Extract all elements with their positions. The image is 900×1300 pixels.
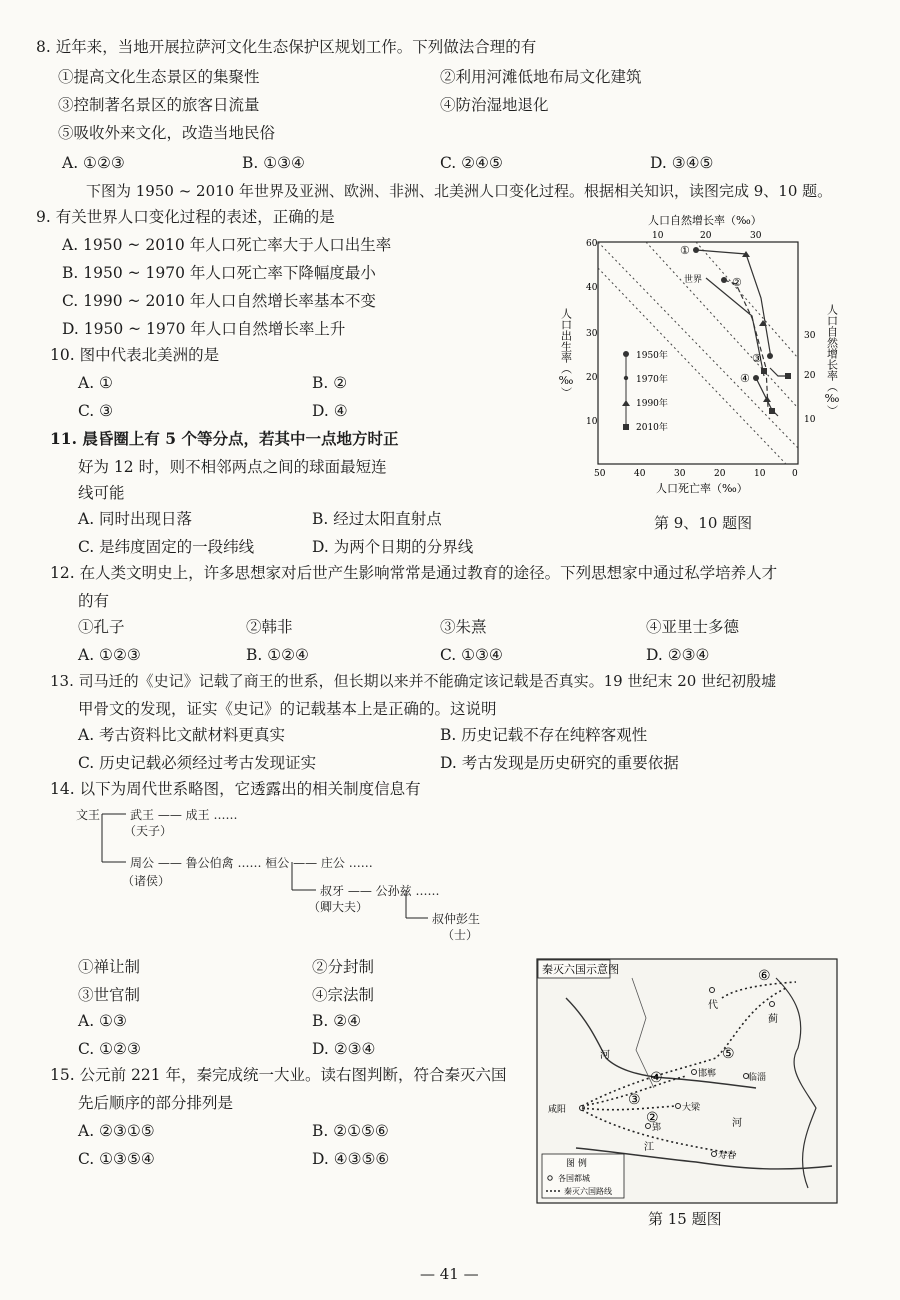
legend-1990: 1990年 <box>636 399 668 409</box>
q8-item-5: ⑤吸收外来文化，改造当地民俗 <box>58 124 276 142</box>
q10-option-a: A. ① <box>78 374 113 392</box>
left-tick: 60 <box>586 239 598 249</box>
map-legend-route: 秦灭六国路线 <box>564 1187 612 1196</box>
q8-option-b: B. ①③④ <box>242 154 305 172</box>
q13-stem-line-1: 13. 司马迁的《史记》记载了商王的世系，但长期以来并不能确定该记载是否真实。19 世纪末 20 世纪初殷墟 <box>50 672 777 690</box>
label-world: 世界 <box>684 275 703 285</box>
q14-option-d: D. ②③④ <box>312 1040 376 1058</box>
q14-item-3: ③世官制 <box>78 986 141 1004</box>
q12-item-3: ③朱熹 <box>440 618 487 636</box>
left-tick: 20 <box>586 373 598 383</box>
left-tick: 40 <box>586 283 598 293</box>
point <box>721 277 727 283</box>
place-xianyang: 咸阳 <box>548 1105 567 1115</box>
route-number-2: ② <box>646 1110 659 1126</box>
top-tick: 20 <box>700 231 712 241</box>
bottom-tick: 0 <box>792 469 798 479</box>
place-shouchun: 寿春 <box>718 1151 737 1161</box>
population-chart <box>556 208 846 508</box>
q13-stem-line-2: 甲骨文的发现，证实《史记》的记载基本上是正确的。这说明 <box>78 700 497 718</box>
legend-2010: 2010年 <box>636 423 668 433</box>
q9-option-a: A. 1950 ~ 2010 年人口死亡率大于人口出生率 <box>62 236 392 254</box>
left-tick: 10 <box>586 417 598 427</box>
bottom-tick: 10 <box>754 469 766 479</box>
q14-item-2: ②分封制 <box>312 958 375 976</box>
point <box>753 375 759 381</box>
lineage-tianzi: （天子） <box>124 824 173 838</box>
q12-option-c: C. ①③④ <box>440 646 503 664</box>
q15-option-b: B. ②①⑤⑥ <box>312 1122 389 1140</box>
map-legend-capital: 各国都城 <box>558 1174 590 1183</box>
q11-option-d: D. 为两个日期的分界线 <box>312 538 474 556</box>
q12-option-a: A. ①②③ <box>78 646 141 664</box>
right-tick: 10 <box>804 415 816 425</box>
bottom-tick: 50 <box>594 469 606 479</box>
place-ying: 郢 <box>652 1123 662 1133</box>
q11-option-a: A. 同时出现日落 <box>78 510 193 528</box>
top-tick: 10 <box>652 231 664 241</box>
bottom-axis-title: 人口死亡率（‰） <box>656 482 748 495</box>
q12-option-d: D. ②③④ <box>646 646 710 664</box>
q15-option-c: C. ①③⑤④ <box>78 1150 155 1168</box>
lineage-wuwang: 武王 —— 成王 …… <box>130 808 238 822</box>
q11-option-c: C. 是纬度固定的一段纬线 <box>78 538 255 556</box>
q14-item-4: ④宗法制 <box>312 986 375 1004</box>
q14-option-b: B. ②④ <box>312 1012 362 1030</box>
q8-option-a: A. ①②③ <box>62 154 125 172</box>
map-title: 秦灭六国示意图 <box>542 963 619 976</box>
q12-item-1: ①孔子 <box>78 618 125 636</box>
q13-option-b: B. 历史记载不存在纯粹客观性 <box>440 726 648 744</box>
q12-item-4: ④亚里士多德 <box>646 618 740 636</box>
qin-unification-map <box>536 958 838 1204</box>
q14-item-1: ①禅让制 <box>78 958 141 976</box>
lineage-shi: （士） <box>442 928 479 942</box>
lineage-zhuhou: （诸侯） <box>122 874 171 888</box>
q9-option-c: C. 1990 ~ 2010 年人口自然增长率基本不变 <box>62 292 376 310</box>
fig910-caption: 第 9、10 题图 <box>654 514 753 532</box>
label-1: ① <box>680 244 690 257</box>
left-axis-title: 人口出生率（‰） <box>559 308 573 398</box>
q11-stem-line-1: 11. 晨昏圈上有 5 个等分点，若其中一点地方时正 <box>50 429 399 448</box>
point <box>767 353 773 359</box>
point <box>693 247 699 253</box>
q8-stem: 8. 近年来，当地开展拉萨河文化生态保护区规划工作。下列做法合理的有 <box>36 38 537 56</box>
q9-option-b: B. 1950 ~ 1970 年人口死亡率下降幅度最小 <box>62 264 376 282</box>
map-legend-title: 图 例 <box>566 1159 587 1169</box>
right-axis-title: 人口自然增长率（‰） <box>825 304 839 416</box>
q10-option-d: D. ④ <box>312 402 348 420</box>
point <box>763 396 771 402</box>
place-linzi: 临淄 <box>748 1073 767 1083</box>
route-number-4: ④ <box>650 1070 663 1086</box>
fig15-caption: 第 15 题图 <box>648 1210 722 1228</box>
lineage-wenwang: 文王 <box>76 808 101 822</box>
legend-1950: 1950年 <box>636 351 668 361</box>
q8-item-4: ④防治湿地退化 <box>440 96 549 114</box>
label-3: ③ <box>752 352 762 365</box>
point <box>785 373 791 379</box>
legend-1970: 1970年 <box>636 375 668 385</box>
q12-item-2: ②韩非 <box>246 618 293 636</box>
q11-stem-line-3: 线可能 <box>78 484 125 502</box>
intro-9-10: 下图为 1950 ~ 2010 年世界及亚洲、欧洲、非洲、北美洲人口变化过程。根据相关知识，读图完成 9、10 题。 <box>86 182 833 200</box>
q15-option-d: D. ④③⑤⑥ <box>312 1150 390 1168</box>
top-tick: 30 <box>750 231 762 241</box>
river-label: 河 <box>600 1050 610 1061</box>
q15-option-a: A. ②③①⑤ <box>78 1122 155 1140</box>
bottom-tick: 20 <box>714 469 726 479</box>
top-axis-title: 人口自然增长率（‰） <box>648 214 762 227</box>
q8-item-2: ②利用河滩低地布局文化建筑 <box>440 68 642 86</box>
q12-option-b: B. ①②④ <box>246 646 309 664</box>
place-handan: 邯郸 <box>698 1069 717 1079</box>
q13-option-a: A. 考古资料比文献材料更真实 <box>78 726 286 744</box>
bottom-tick: 40 <box>634 469 646 479</box>
label-4: ④ <box>740 372 750 385</box>
q10-option-b: B. ② <box>312 374 348 392</box>
point <box>769 408 775 414</box>
q14-stem: 14. 以下为周代世系略图，它透露出的相关制度信息有 <box>50 780 421 798</box>
route-number-6: ⑥ <box>758 968 771 984</box>
q15-stem-line-2: 先后顺序的部分排列是 <box>78 1094 234 1112</box>
lineage-shuya: 叔牙 —— 公孙兹 …… <box>320 884 440 898</box>
q11-stem-line-2: 好为 12 时，则不相邻两点之间的球面最短连 <box>78 458 387 476</box>
point <box>761 368 767 374</box>
zhou-lineage-tree <box>76 800 496 950</box>
place-daliang: 大梁 <box>682 1103 701 1113</box>
q8-item-3: ③控制著名景区的旅客日流量 <box>58 96 260 114</box>
lineage-zhougong: 周公 —— 鲁公伯禽 …… 桓公 —— 庄公 …… <box>130 856 373 870</box>
river-label: 江 <box>644 1142 654 1153</box>
place-dai: 代 <box>708 1000 718 1011</box>
route-number-5: ⑤ <box>722 1046 735 1062</box>
right-tick: 30 <box>804 331 816 341</box>
q10-stem: 10. 图中代表北美洲的是 <box>50 346 220 364</box>
q8-option-c: C. ②④⑤ <box>440 154 503 172</box>
place-ji: 蓟 <box>768 1014 778 1025</box>
q14-option-c: C. ①②③ <box>78 1040 141 1058</box>
q14-option-a: A. ①③ <box>78 1012 127 1030</box>
right-tick: 20 <box>804 371 816 381</box>
series-1-line <box>696 250 771 358</box>
q9-option-d: D. 1950 ~ 1970 年人口自然增长率上升 <box>62 320 346 338</box>
q13-option-c: C. 历史记载必须经过考古发现证实 <box>78 754 317 772</box>
label-2: ② <box>732 276 742 289</box>
q13-option-d: D. 考古发现是历史研究的重要依据 <box>440 754 679 772</box>
lineage-shuzhong: 叔仲彭生 <box>432 912 481 926</box>
page-number: — 41 — <box>420 1265 479 1283</box>
q8-item-1: ①提高文化生态景区的集聚性 <box>58 68 260 86</box>
q12-stem-line-2: 的有 <box>78 592 110 610</box>
river-label: 河 <box>732 1118 742 1129</box>
left-tick: 30 <box>586 329 598 339</box>
route-number-3: ③ <box>628 1092 641 1108</box>
q9-stem: 9. 有关世界人口变化过程的表述，正确的是 <box>36 208 335 226</box>
q12-stem-line-1: 12. 在人类文明史上，许多思想家对后世产生影响常常是通过教育的途径。下列思想家中通过私学培养人才 <box>50 564 778 582</box>
q15-stem-line-1: 15. 公元前 221 年，秦完成统一大业。读右图判断，符合秦灭六国 <box>50 1066 507 1084</box>
bottom-tick: 30 <box>674 469 686 479</box>
q10-option-c: C. ③ <box>78 402 114 420</box>
q11-option-b: B. 经过太阳直射点 <box>312 510 442 528</box>
lineage-qingdafu: （卿大夫） <box>308 900 369 914</box>
q8-option-d: D. ③④⑤ <box>650 154 714 172</box>
